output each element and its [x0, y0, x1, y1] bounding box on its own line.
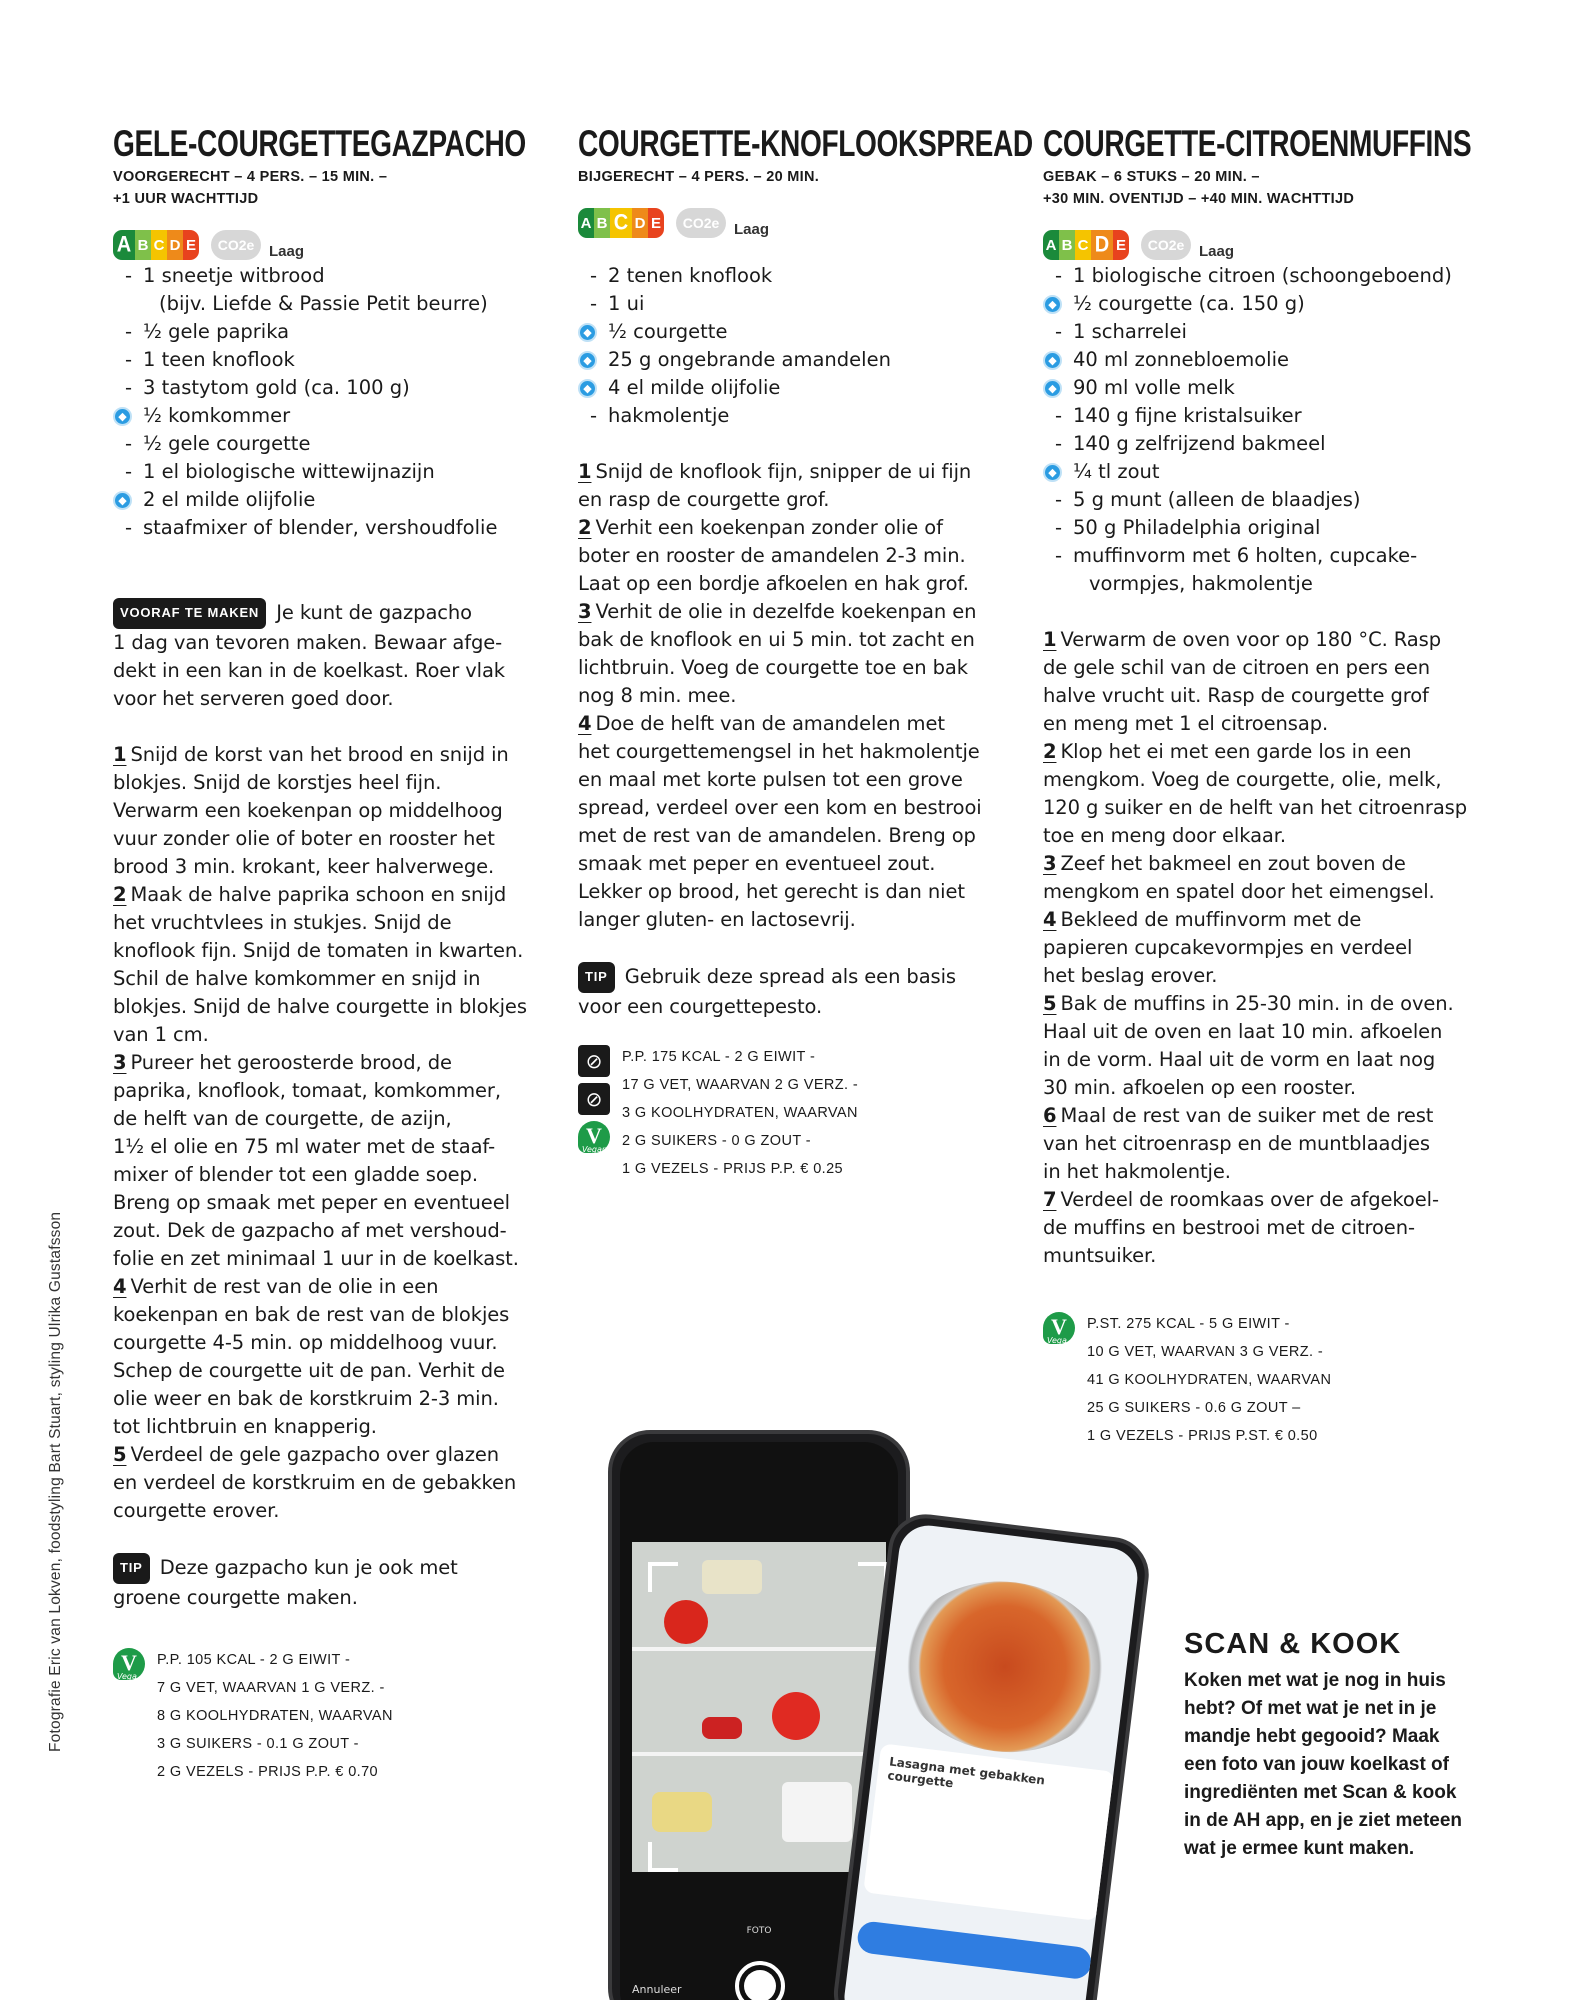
app-button	[856, 1920, 1093, 1980]
ingredient-item: ◆ ¼ tl zout	[1043, 458, 1493, 486]
ah-icon: ◆	[578, 323, 597, 342]
vooraf-note: VOORAF TE MAKEN Je kunt de gazpacho 1 dag van tevoren maken. Bewaar afge- dekt in een kan in de koelkast. Roer vlak voor het serveren goed door.	[113, 598, 553, 713]
step-number: 2	[113, 883, 127, 906]
step-number: 4	[113, 1275, 127, 1298]
ingredient-item: - 1 teen knoflook	[113, 346, 553, 374]
step: 2 Verhit een koekenpan zonder olie of boter en rooster de amandelen 2-3 min. Laat op een bordje afkoelen en hak grof.	[578, 516, 969, 595]
ingredient-item: ◆ ½ courgette	[578, 318, 1018, 346]
ingredient-item: ◆ 25 g ongebrande amandelen	[578, 346, 1018, 374]
ingredient-item: ◆ 90 ml volle melk	[1043, 374, 1493, 402]
recipe-labels	[1043, 220, 1493, 260]
ingredient-item: - 140 g zelfrijzend bakmeel	[1043, 430, 1493, 458]
ingredient-list	[113, 262, 553, 542]
vooraf-badge: VOORAF TE MAKEN	[113, 598, 266, 629]
scan-kook-promo	[1184, 1628, 1484, 1863]
photo-credit: Fotografie Eric van Lokven, foodstyling Bart Stuart, styling Ulrika Gustafsson	[47, 1211, 64, 1752]
scan-text: Koken met wat je nog in huis hebt? Of met wat je net in je mandje hebt gegooid? Maak een foto van jouw koelkast of ingrediënten met Scan & kook in de AH app, en je ziet meteen wat je ermee kunt maken.	[1184, 1670, 1463, 1859]
recipe-title: COURGETTE-CITROENMUFFINS	[1043, 123, 1472, 164]
ingredient-item: ◆ ½ komkommer	[113, 402, 553, 430]
recipe-labels	[113, 220, 553, 260]
ingredient-list	[1043, 262, 1493, 598]
gluten-free-icon: ⊘	[578, 1045, 610, 1077]
ah-icon: ◆	[1043, 351, 1062, 370]
ah-icon: ◆	[1043, 379, 1062, 398]
ingredient-item: - hakmolentje	[578, 402, 1018, 430]
ingredient-item: ◆ 2 el milde olijfolie	[113, 486, 553, 514]
recipe-spread	[578, 122, 1033, 1183]
ingredient-item: ◆ 40 ml zonnebloemolie	[1043, 346, 1493, 374]
co2-label: CO2e Laag	[676, 208, 769, 238]
step-list	[1043, 626, 1493, 1270]
step-number: 4	[578, 712, 592, 735]
ingredient-item: - 1 scharrelei	[1043, 318, 1493, 346]
step-number: 2	[578, 516, 592, 539]
step-list	[113, 741, 553, 1525]
step: 5 Bak de muffins in 25-30 min. in de oven. Haal uit de oven en laat 10 min. afkoelen in de vorm. Haal uit de vorm en laat nog 30 min. afkoelen op een rooster.	[1043, 992, 1454, 1099]
ingredient-item: - 1 ui	[578, 290, 1018, 318]
tip-note: TIP Gebruik deze spread als een basis voor een courgettepesto.	[578, 962, 1018, 1021]
ingredient-item: ◆ 4 el milde olijfolie	[578, 374, 1018, 402]
ingredient-item: - 2 tenen knoflook	[578, 262, 1018, 290]
step: 4 Bekleed de muffinvorm met de papieren cupcakevormpjes en verdeel het beslag erover.	[1043, 908, 1413, 987]
step-number: 1	[113, 743, 127, 766]
nutrition-text: P.ST. 275 KCAL - 5 G EIWIT - 10 G VET, WAARVAN 3 G VERZ. - 41 G KOOLHYDRATEN, WAARVAN 25 G SUIKERS - 0.6 G ZOUT – 1 G VEZELS - PRIJS P.ST. € 0.50	[1087, 1316, 1332, 1444]
recipe-meta: GEBAK – 6 STUKS – 20 MIN. – +30 MIN. OVENTIJD – +40 MIN. WACHTTIJD	[1043, 169, 1355, 207]
ingredient-item: - ½ gele paprika	[113, 318, 553, 346]
ah-icon: ◆	[1043, 295, 1062, 314]
ah-icon: ◆	[113, 407, 132, 426]
ah-icon: ◆	[1043, 463, 1062, 482]
step: 2 Maak de halve paprika schoon en snijd het vruchtvlees in stukjes. Snijd de knoflook fijn. Snijd de tomaten in kwarten. Schil de halve komkommer en snijd in blokjes. Snijd de halve courgette in blokjes van 1 cm.	[113, 883, 527, 1046]
step-number: 2	[1043, 740, 1057, 763]
tip-note: TIP Deze gazpacho kun je ook met groene courgette maken.	[113, 1553, 553, 1612]
step-number: 5	[113, 1443, 127, 1466]
pasta-photo	[890, 1570, 1119, 1764]
recipe-meta: BIJGERECHT – 4 PERS. – 20 MIN.	[578, 169, 820, 185]
step: 3 Zeef het bakmeel en zout boven de mengkom en spatel door het eimengsel.	[1043, 852, 1435, 903]
nutrition-block	[1043, 1310, 1493, 1450]
ingredient-item: - 1 sneetje witbrood	[113, 262, 553, 290]
step-number: 6	[1043, 1104, 1057, 1127]
recipe-labels	[578, 198, 1018, 238]
ingredient-item: - 50 g Philadelphia original	[1043, 514, 1493, 542]
step-number: 5	[1043, 992, 1057, 1015]
step-number: 3	[113, 1051, 127, 1074]
co2-cloud-icon: CO2e	[211, 230, 261, 260]
ingredient-item: ◆ ½ courgette (ca. 150 g)	[1043, 290, 1493, 318]
co2-cloud-icon: CO2e	[1141, 230, 1191, 260]
step-number: 3	[578, 600, 592, 623]
step: 6 Maal de rest van de suiker met de rest van het citroenrasp en de muntblaadjes in het hakmolentje.	[1043, 1104, 1434, 1183]
step: 1 Snijd de knoflook fijn, snipper de ui fijn en rasp de courgette grof.	[578, 460, 972, 511]
step-number: 4	[1043, 908, 1057, 931]
scan-title: SCAN & KOOK	[1184, 1628, 1402, 1660]
ingredient-item: - ½ gele courgette	[113, 430, 553, 458]
step: 4 Verhit de rest van de olie in een koekenpan en bak de rest van de blokjes courgette 4-5 min. op middelhoog vuur. Schep de courgette uit de pan. Verhit de olie weer en bak de korstkruim 2-3 min. tot lichtbruin en knapperig.	[113, 1275, 510, 1438]
recipe-title: COURGETTE-KNOFLOOKSPREAD	[578, 123, 1033, 164]
step: 4 Doe de helft van de amandelen met het courgettemengsel in het hakmolentje en maal met korte pulsen tot een grove spread, verdeel over een kom en bestrooi met de rest van de amandelen. Breng op smaak met peper en eventueel zout. Lekker op brood, het gerecht is dan niet langer gluten- en lactosevrij.	[578, 712, 982, 931]
ingredient-item: - 5 g munt (alleen de blaadjes)	[1043, 486, 1493, 514]
step: 3 Verhit de olie in dezelfde koekenpan en bak de knoflook en ui 5 min. tot zacht en lichtbruin. Voeg de courgette toe en bak nog 8 min. mee.	[578, 600, 977, 707]
ingredient-item: - muffinvorm met 6 holten, cupcake-	[1043, 542, 1493, 570]
step: 5 Verdeel de gele gazpacho over glazen en verdeel de korstkruim en de gebakken courgette erover.	[113, 1443, 517, 1522]
tip-badge: TIP	[578, 962, 615, 993]
recipe-meta: VOORGERECHT – 4 PERS. – 15 MIN. – +1 UUR WACHTTIJD	[113, 169, 388, 207]
vega-icon: V Vega	[1043, 1312, 1075, 1350]
step-list	[578, 458, 1018, 934]
step: 1 Snijd de korst van het brood en snijd in blokjes. Snijd de korstjes heel fijn. Verwarm een koekenpan op middelhoog vuur zonder olie of boter en rooster het brood 3 min. krokant, keer halverwege.	[113, 743, 509, 878]
step: 3 Pureer het geroosterde brood, de paprika, knoflook, tomaat, komkommer, de helft van de courgette, de azijn, 1½ el olie en 75 ml water met de staaf- mixer of blender tot een gladde soep. Breng op smaak met peper en eventueel zout. Dek de gazpacho af met vershoud- folie en zet minimaal 1 uur in de koelkast.	[113, 1051, 519, 1270]
ingredient-item: - 140 g fijne kristalsuiker	[1043, 402, 1493, 430]
ingredient-list	[578, 262, 1018, 430]
co2-label: CO2e Laag	[211, 230, 304, 260]
nutriscore-badge: A B C D E	[113, 230, 199, 260]
vega-icon: V Vega	[113, 1648, 145, 1686]
camera-cancel-label: Annuleer	[632, 1983, 682, 1996]
co2-cloud-icon: CO2e	[676, 208, 726, 238]
step-number: 1	[1043, 628, 1057, 651]
nutriscore-badge: A B C D E	[578, 208, 664, 238]
recipe-title: GELE-COURGETTEGAZPACHO	[113, 123, 526, 164]
ingredient-item: vormpjes, hakmolentje	[1089, 572, 1313, 595]
nutrition-text: P.P. 175 KCAL - 2 G EIWIT - 17 G VET, WAARVAN 2 G VERZ. - 3 G KOOLHYDRATEN, WAARVAN 2 G SUIKERS - 0 G ZOUT - 1 G VEZELS - PRIJS P.P. € 0.25	[622, 1049, 859, 1177]
nutrition-block	[113, 1646, 553, 1786]
ah-icon: ◆	[578, 351, 597, 370]
ingredient-item: - 1 biologische citroen (schoongeboend)	[1043, 262, 1493, 290]
nutriscore-badge: A B C D E	[1043, 230, 1129, 260]
ingredient-item: - 3 tastytom gold (ca. 100 g)	[113, 374, 553, 402]
step-number: 3	[1043, 852, 1057, 875]
step: 2 Klop het ei met een garde los in een mengkom. Voeg de courgette, olie, melk, 120 g suiker en de helft van het citroenrasp toe en meng door elkaar.	[1043, 740, 1468, 847]
step: 7 Verdeel de roomkaas over de afgekoel- de muffins en bestrooi met de citroen- muntsuiker.	[1043, 1188, 1439, 1267]
recipe-muffins	[1043, 122, 1493, 1450]
ingredient-item: - 1 el biologische wittewijnazijn	[113, 458, 553, 486]
camera-mode-label: FOTO	[746, 1926, 772, 1936]
ah-icon: ◆	[578, 379, 597, 398]
step-number: 7	[1043, 1188, 1057, 1211]
step-number: 1	[578, 460, 592, 483]
vegan-icon: V Vegan	[578, 1121, 610, 1159]
ingredient-item: - staafmixer of blender, vershoudfolie	[113, 514, 553, 542]
step: 1 Verwarm de oven voor op 180 °C. Rasp de gele schil van de citroen en pers een halve vrucht uit. Rasp de courgette grof en meng met 1 el citroensap.	[1043, 628, 1441, 735]
recipe-gazpacho	[113, 122, 553, 1786]
camera-shutter-icon	[735, 1961, 785, 2000]
nutrition-block	[578, 1043, 1018, 1183]
co2-label: CO2e Laag	[1141, 230, 1234, 260]
nutrition-text: P.P. 105 KCAL - 2 G EIWIT - 7 G VET, WAARVAN 1 G VERZ. - 8 G KOOLHYDRATEN, WAARVAN 3 G SUIKERS - 0.1 G ZOUT - 2 G VEZELS - PRIJS P.P. € 0.70	[157, 1652, 393, 1780]
tip-badge: TIP	[113, 1553, 150, 1584]
lactose-free-icon: ⊘	[578, 1083, 610, 1115]
ingredient-item: (bijv. Liefde & Passie Petit beurre)	[159, 292, 488, 315]
ah-icon: ◆	[113, 491, 132, 510]
recipe-card: Lasagna met gebakken courgette	[863, 1743, 1115, 1921]
